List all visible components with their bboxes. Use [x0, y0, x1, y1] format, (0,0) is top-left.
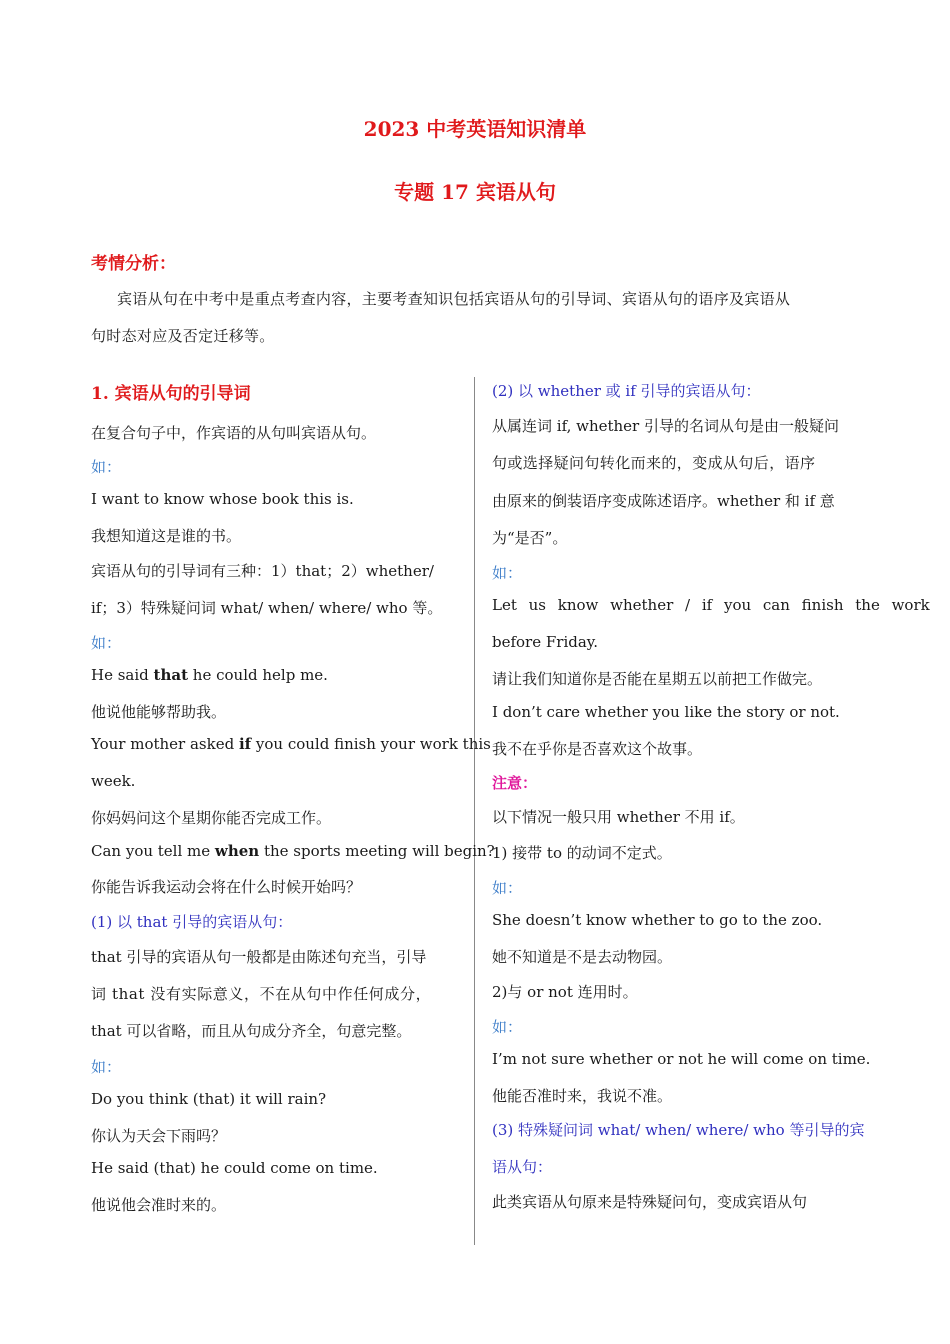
types-line-2: if；3）特殊疑问词 what/ when/ where/ who 等。 [91, 599, 443, 617]
whether-line-2: 句或选择疑问句转化而来的，变成从句后，语序 [492, 454, 816, 472]
example-en: Let us know whether / if you can finish the work [492, 596, 930, 614]
that-line-1: that 引导的宾语从句一般都是由陈述句充当，引导 [91, 948, 427, 966]
example-cn: 她不知道是不是去动物园。 [492, 948, 673, 966]
analysis-text [91, 281, 861, 355]
analysis-line-1: 宾语从句在中考中是重点考查内容，主要考查知识包括宾语从句的引导词、宾语从句的语序及宾语从 [117, 290, 791, 308]
example-label: 如： [91, 458, 122, 476]
subheading-that: (1) 以 that 引导的宾语从句： [91, 913, 293, 931]
analysis-line-2: 句时态对应及否定迁移等。 [91, 327, 275, 345]
example-label: 如： [492, 879, 523, 897]
left-intro: 在复合句子中，作宾语的从句叫宾语从句。 [91, 424, 377, 442]
example-cn: 你妈妈问这个星期你能否完成工作。 [91, 809, 332, 827]
text-span: the sports meeting will begin? [259, 842, 495, 860]
example-label: 如： [492, 1018, 523, 1036]
example-en-cont: week. [91, 772, 136, 790]
example-cn: 他能否准时来，我说不准。 [492, 1087, 673, 1105]
example-en [91, 842, 495, 860]
keyword: that [153, 666, 189, 684]
subheading-wh-words-cont: 语从句： [492, 1158, 553, 1176]
example-cn: 请让我们知道你是否能在星期五以前把工作做完。 [492, 670, 823, 688]
types-line-1 [91, 560, 459, 581]
example-en [91, 666, 328, 684]
example-label: 如： [91, 1058, 122, 1076]
that-line-3: that 可以省略，而且从句成分齐全，句意完整。 [91, 1022, 412, 1040]
subheading-wh-words: (3) 特殊疑问词 what/ when/ where/ who 等引导的宾 [492, 1121, 865, 1139]
example-cn: 你认为天会下雨吗？ [91, 1127, 227, 1145]
page-title: 2023 中考英语知识清单 [363, 117, 587, 141]
whether-line-1: 从属连词 if, whether 引导的名词从句是由一般疑问 [492, 417, 840, 435]
example-cn: 他说他会准时来的。 [91, 1196, 227, 1214]
example-label: 如： [492, 564, 523, 582]
whether-line-4: 为“是否”。 [492, 529, 568, 547]
keyword: if [238, 735, 252, 753]
column-divider [474, 377, 475, 1245]
example-en [91, 735, 491, 753]
example-en: I want to know whose book this is. [91, 490, 354, 508]
example-cn: 我不在乎你是否喜欢这个故事。 [492, 740, 703, 758]
text-span: Your mother asked [91, 735, 239, 753]
note-line-3: 2)与 or not 连用时。 [492, 983, 638, 1001]
example-cn: 你能告诉我运动会将在什么时候开始吗？ [91, 878, 362, 896]
example-en: He said (that) he could come on time. [91, 1159, 378, 1177]
whether-line-3: 由原来的倒装语序变成陈述语序。whether 和 if 意 [492, 492, 835, 510]
that-line-2: 词 that 没有实际意义，不在从句中作任何成分， [91, 985, 432, 1003]
example-en: Do you think (that) it will rain? [91, 1090, 327, 1108]
example-cn: 他说他能够帮助我。 [91, 703, 227, 721]
analysis-heading: 考情分析： [91, 254, 176, 274]
text-span: He said [91, 666, 154, 684]
text-span: you could finish your work this [251, 735, 491, 753]
example-en: I’m not sure whether or not he will come on time. [492, 1050, 871, 1068]
note-label: 注意： [492, 774, 538, 792]
example-en: I don’t care whether you like the story or not. [492, 703, 840, 721]
types-line-1-text: 宾语从句的引导词有三种：1）that；2）whether/ [91, 562, 434, 580]
example-label: 如： [91, 634, 122, 652]
section-heading-1: 1. 宾语从句的引导词 [91, 384, 251, 404]
text-span: Can you tell me [91, 842, 215, 860]
wh-line-1: 此类宾语从句原来是特殊疑问句，变成宾语从句 [492, 1193, 808, 1211]
page-subtitle: 专题 17 宾语从句 [394, 180, 556, 204]
keyword: when [214, 842, 260, 860]
example-en-cont: before Friday. [492, 633, 599, 651]
note-line-1: 以下情况一般只用 whether 不用 if。 [492, 808, 745, 826]
note-line-2: 1) 接带 to 的动词不定式。 [492, 844, 672, 862]
example-en: She doesn’t know whether to go to the zoo. [492, 911, 823, 929]
subheading-whether: (2) 以 whether 或 if 引导的宾语从句： [492, 382, 761, 400]
text-span: he could help me. [188, 666, 328, 684]
example-cn: 我想知道这是谁的书。 [91, 527, 242, 545]
